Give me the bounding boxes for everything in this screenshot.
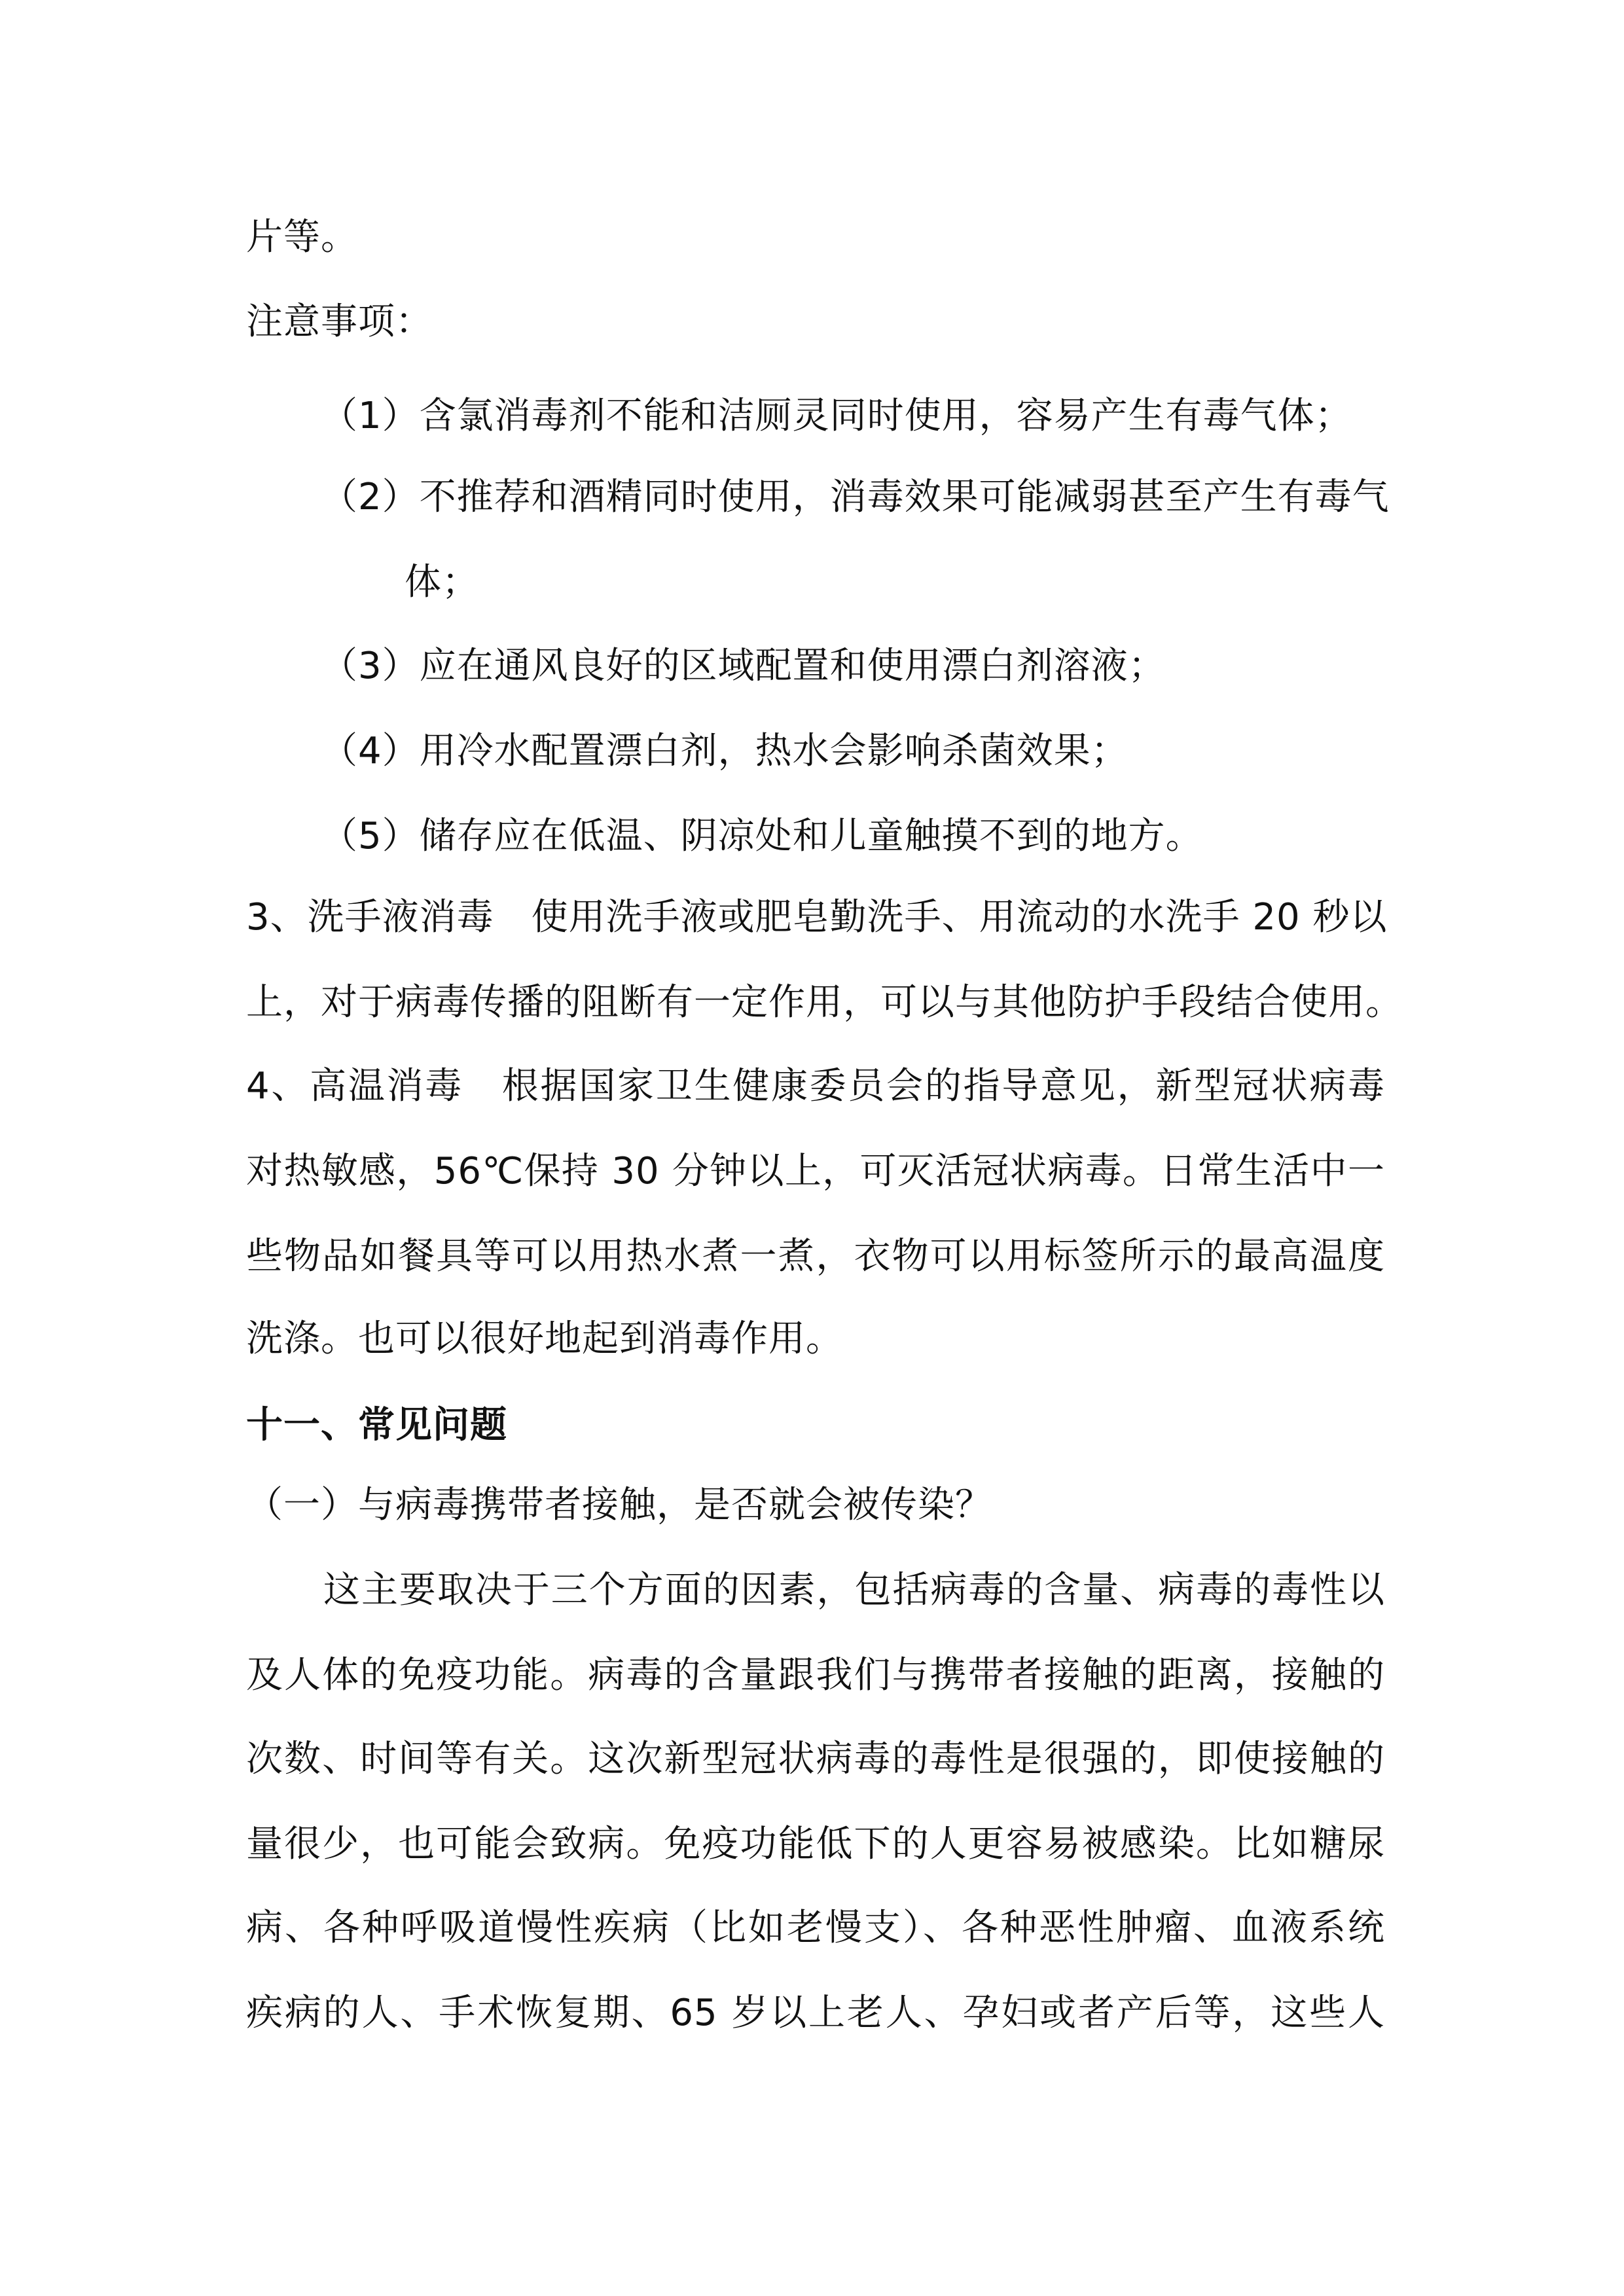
paragraph-line: 病、各种呼吸道慢性疾病（比如老慢支）、各种恶性肿瘤、血液系统 bbox=[246, 1907, 1385, 1949]
paragraph-line: 疾病的人、手术恢复期、65 岁以上老人、孕妇或者产后等，这些人 bbox=[246, 1992, 1385, 2034]
notes-heading: 注意事项： bbox=[246, 300, 433, 343]
paragraph-line: 些物品如餐具等可以用热水煮一煮，衣物可以用标签所示的最高温度 bbox=[246, 1235, 1385, 1278]
paragraph-line: 次数、时间等有关。这次新型冠状病毒的毒性是很强的，即使接触的 bbox=[246, 1738, 1385, 1780]
subsection-heading: （一）与病毒携带者接触，是否就会被传染？ bbox=[246, 1484, 992, 1526]
list-item: （2）不推荐和酒精同时使用，消毒效果可能减弱甚至产生有毒气 bbox=[321, 476, 1390, 518]
paragraph-line: 洗涤。也可以很好地起到消毒作用。 bbox=[246, 1318, 843, 1360]
list-item: （1）含氯消毒剂不能和洁厕灵同时使用，容易产生有毒气体； bbox=[321, 395, 1352, 437]
section-heading: 十一、常见问题 bbox=[246, 1404, 507, 1446]
paragraph-line: 量很少，也可能会致病。免疫功能低下的人更容易被感染。比如糖尿 bbox=[246, 1823, 1385, 1865]
text-line: 片等。 bbox=[246, 216, 358, 259]
paragraph-line: 对热敏感，56℃保持 30 分钟以上，可灭活冠状病毒。日常生活中一 bbox=[246, 1150, 1385, 1193]
list-item: （5）储存应在低温、阴凉处和儿童触摸不到的地方。 bbox=[321, 815, 1203, 857]
paragraph-line: 及人体的免疫功能。病毒的含量跟我们与携带者接触的距离，接触的 bbox=[246, 1654, 1385, 1696]
paragraph-line: 上，对于病毒传播的阻断有一定作用，可以与其他防护手段结合使用。 bbox=[246, 981, 1403, 1024]
list-item-continuation: 体； bbox=[405, 561, 479, 603]
paragraph-line: 3、洗手液消毒 使用洗手液或肥皂勤洗手、用流动的水洗手 20 秒以 bbox=[246, 896, 1388, 939]
list-item: （3）应在通风良好的区域配置和使用漂白剂溶液； bbox=[321, 645, 1166, 687]
paragraph-line: 这主要取决于三个方面的因素，包括病毒的含量、病毒的毒性以 bbox=[323, 1569, 1385, 1611]
list-item: （4）用冷水配置漂白剂，热水会影响杀菌效果； bbox=[321, 730, 1128, 772]
paragraph-line: 4、高温消毒 根据国家卫生健康委员会的指导意见，新型冠状病毒 bbox=[246, 1065, 1385, 1107]
